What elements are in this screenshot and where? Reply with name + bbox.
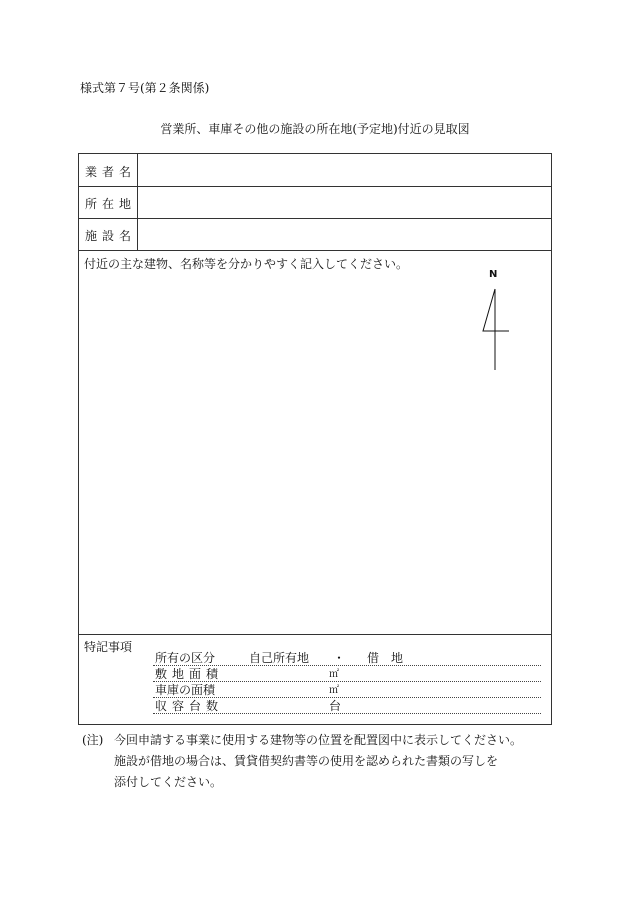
map-instruction-text: 付近の主な建物、名称等を分かりやすく記入してください。 [84,257,409,271]
footnote-marker: (注) [82,733,104,747]
site-area-label: 敷地面積 [155,667,224,681]
footnote-line-2: 施設が借地の場合は、賃貸借契約書等の使用を認められた書類の写しを [114,754,499,768]
ownership-separator: ・ [333,651,346,665]
garage-area-label: 車庫の面積 [155,683,216,697]
form-number-label: 様式第７号(第２条関係) [80,81,210,95]
business-name-label: 業者名 [85,165,137,179]
row-divider [79,250,551,251]
site-area-row[interactable] [153,667,541,682]
label-column-divider [137,154,138,250]
footnote-line-1: 今回申請する事業に使用する建物等の位置を配置図中に表示してください。 [114,733,523,747]
north-label: N [489,269,498,280]
form-table [78,153,552,725]
capacity-unit: 台 [329,699,342,713]
ownership-option-leased[interactable]: 借 地 [367,651,404,665]
north-arrow [479,271,519,371]
location-label: 所在地 [85,197,137,211]
row-divider [79,186,551,187]
ownership-row [153,651,541,666]
ownership-option-owned[interactable]: 自己所有地 [249,651,310,665]
capacity-row[interactable] [153,699,541,714]
row-divider [79,218,551,219]
facility-name-label: 施設名 [85,229,137,243]
document-title: 営業所、車庫その他の施設の所在地(予定地)付近の見取図 [160,122,470,136]
ownership-label: 所有の区分 [155,651,216,665]
garage-area-row[interactable] [153,683,541,698]
special-notes-title: 特記事項 [84,640,133,654]
map-area-divider [79,634,551,635]
footnote-line-3: 添付してください。 [114,775,223,789]
north-arrow-icon [479,271,519,371]
site-area-unit: ㎡ [329,669,339,680]
capacity-label: 収容台数 [155,699,224,713]
garage-area-unit: ㎡ [329,685,339,696]
